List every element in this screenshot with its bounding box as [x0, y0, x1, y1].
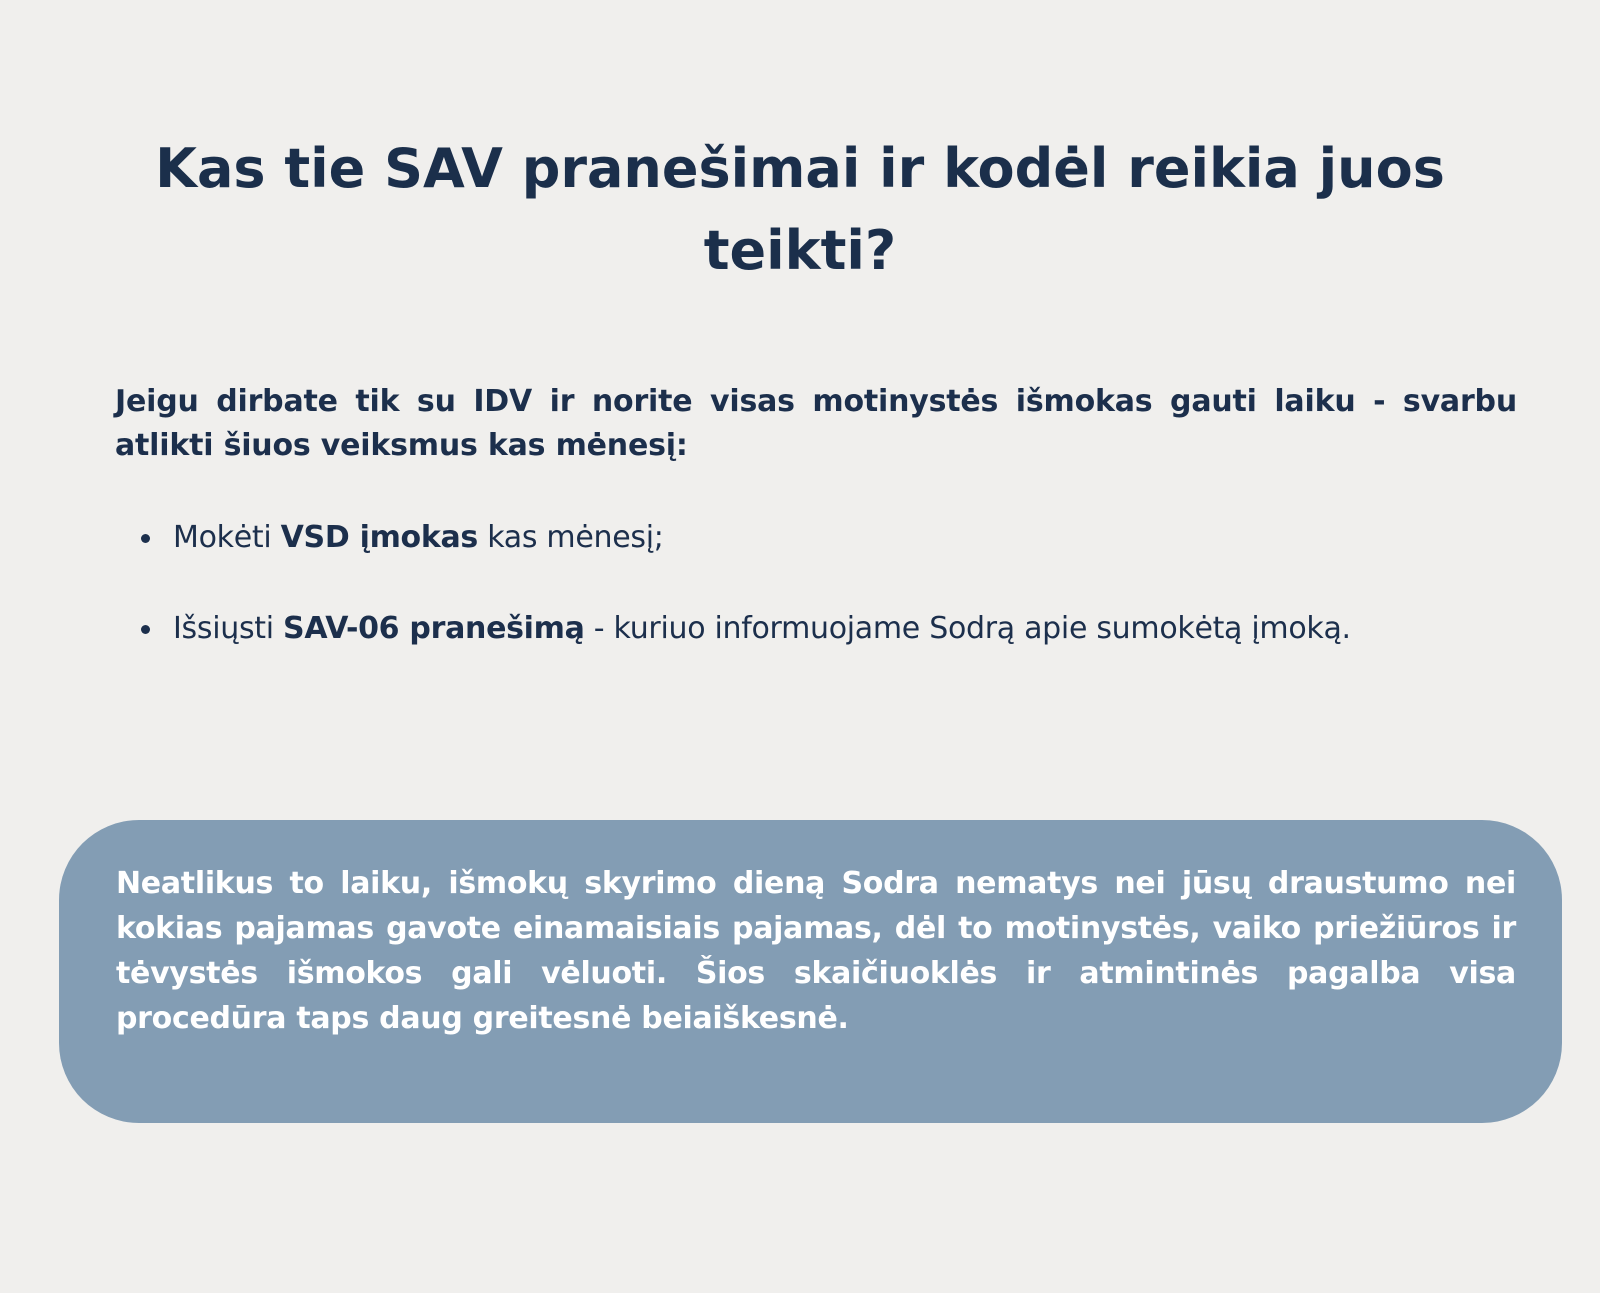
bullet-icon — [141, 534, 150, 543]
step-text-prefix: Išsiųsti — [173, 611, 284, 646]
callout-text: Neatlikus to laiku, išmokų skyrimo dieną Sodra nematys nei jūsų draustumo nei kokias pajamas gavote einamaisiais pajamas, dėl to motinystės, vaiko priežiūros ir tėvystės išmokos gali vėluoti. Šios skaičiuoklės ir atmintinės pagalba visa procedūra taps daug greitesnė beiaiškesnė. — [116, 866, 1516, 1036]
list-item-sav06-notice — [115, 607, 1545, 651]
step-text-bold: VSD įmokas — [280, 520, 478, 555]
info-callout — [59, 820, 1562, 1123]
intro-text: Jeigu dirbate tik su IDV ir norite visas motinystės išmokas gauti laiku - svarbu atlikti šiuos veiksmus kas mėnesį: — [115, 384, 1517, 463]
step-text-suffix: - kuriuo informuojame Sodrą apie sumokėtą įmoką. — [584, 611, 1351, 646]
page-title: Kas tie SAV pranešimai ir kodėl reikia juos teikti? — [155, 137, 1445, 282]
bullet-icon — [141, 625, 150, 634]
step-text-prefix: Mokėti — [173, 520, 281, 555]
step-text-bold: SAV-06 pranešimą — [283, 611, 585, 646]
list-item-vsd-payments — [115, 516, 1545, 560]
step-text-suffix: kas mėnesį; — [478, 520, 664, 555]
steps-list — [115, 516, 1545, 651]
